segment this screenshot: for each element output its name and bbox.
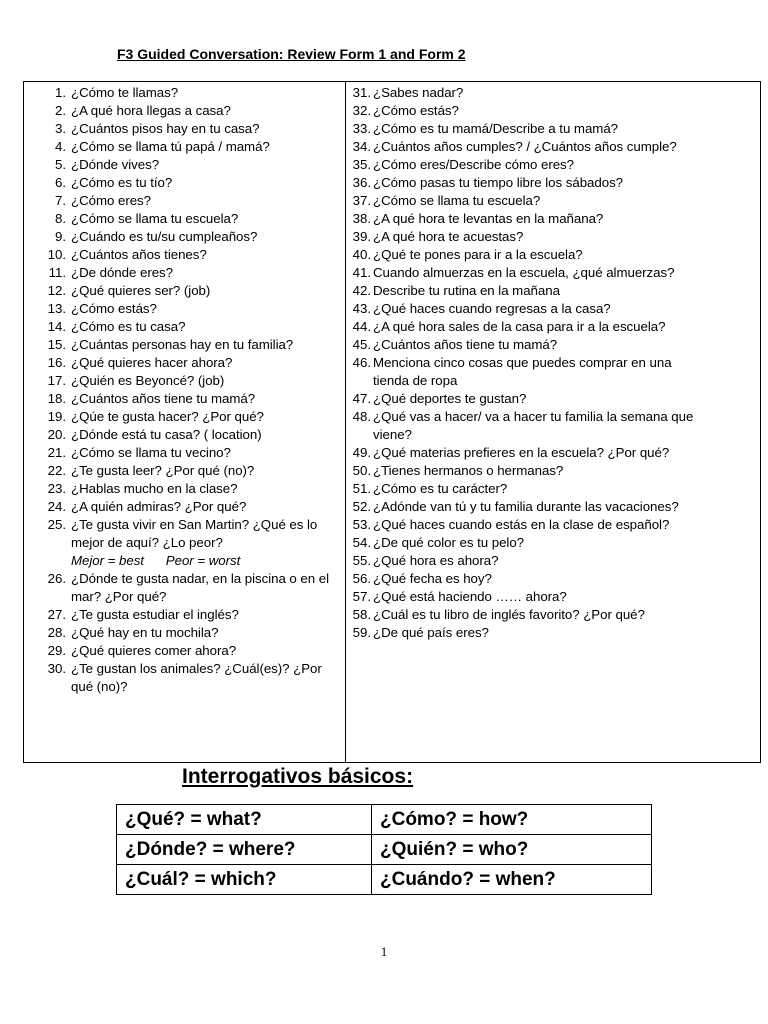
question-text: ¿Cómo se llama tú papá / mamá? bbox=[71, 139, 270, 154]
column-divider bbox=[345, 81, 346, 763]
question-item bbox=[349, 102, 711, 120]
question-item bbox=[30, 624, 342, 642]
question-item bbox=[349, 210, 711, 228]
question-number: 45. bbox=[352, 337, 371, 352]
table-cell: ¿Dónde? = where? bbox=[117, 835, 372, 865]
question-number: 25. bbox=[47, 517, 66, 532]
question-number: 54. bbox=[352, 535, 371, 550]
question-number: 13. bbox=[47, 301, 66, 316]
question-item bbox=[349, 138, 711, 156]
question-text: ¿Cómo eres/Describe cómo eres? bbox=[373, 157, 574, 172]
question-number: 29. bbox=[47, 643, 66, 658]
question-item bbox=[349, 390, 711, 408]
question-text: ¿Qué deportes te gustan? bbox=[373, 391, 527, 406]
question-item bbox=[349, 570, 711, 588]
question-text: ¿Hablas mucho en la clase? bbox=[71, 481, 238, 496]
question-item bbox=[349, 282, 711, 300]
question-item bbox=[30, 138, 342, 156]
table-cell: ¿Qué? = what? bbox=[117, 805, 372, 835]
question-item bbox=[349, 480, 711, 498]
table-row bbox=[117, 865, 652, 895]
question-number: 28. bbox=[47, 625, 66, 640]
question-text: ¿De qué color es tu pelo? bbox=[373, 535, 525, 550]
question-number: 40. bbox=[352, 247, 371, 262]
question-number: 14. bbox=[47, 319, 66, 334]
question-item bbox=[349, 192, 711, 210]
question-text: ¿Qué quieres comer ahora? bbox=[71, 643, 237, 658]
question-text-block bbox=[71, 516, 342, 570]
question-number: 27. bbox=[47, 607, 66, 622]
question-text: ¿Te gustan los animales? ¿Cuál(es)? ¿Por qué (no)? bbox=[71, 661, 322, 694]
question-text: ¿Qué está haciendo …… ahora? bbox=[373, 589, 567, 604]
question-item bbox=[30, 372, 342, 390]
question-item bbox=[30, 246, 342, 264]
question-item bbox=[30, 228, 342, 246]
question-item bbox=[349, 228, 711, 246]
question-item bbox=[349, 606, 711, 624]
question-text: ¿De qué país eres? bbox=[373, 625, 489, 640]
question-item bbox=[30, 390, 342, 408]
question-text: ¿A qué hora sales de la casa para ir a la escuela? bbox=[373, 319, 666, 334]
question-text: ¿Te gusta vivir en San Martin? ¿Qué es lo mejor de aquí? ¿Lo peor? bbox=[71, 517, 318, 550]
question-text: ¿Qué materias prefieres en la escuela? ¿Por qué? bbox=[373, 445, 670, 460]
question-number: 43. bbox=[352, 301, 371, 316]
question-text: ¿Te gusta leer? ¿Por qué (no)? bbox=[71, 463, 255, 478]
questions-column-left bbox=[30, 84, 342, 696]
question-text: ¿Cuántos años tiene tu mamá? bbox=[71, 391, 256, 406]
question-number: 18. bbox=[47, 391, 66, 406]
question-number: 17. bbox=[47, 373, 66, 388]
table-row bbox=[117, 805, 652, 835]
question-text: ¿Cuántos años tienes? bbox=[71, 247, 207, 262]
question-text: ¿Cómo se llama tu vecino? bbox=[71, 445, 231, 460]
question-item bbox=[30, 408, 342, 426]
question-text: ¿Sabes nadar? bbox=[373, 85, 464, 100]
question-number: 22. bbox=[47, 463, 66, 478]
question-text: ¿A qué hora te acuestas? bbox=[373, 229, 524, 244]
table-row bbox=[117, 835, 652, 865]
question-item bbox=[349, 588, 711, 606]
question-text: ¿Qué te pones para ir a la escuela? bbox=[373, 247, 583, 262]
question-item bbox=[30, 354, 342, 372]
question-number: 35. bbox=[352, 157, 371, 172]
question-item bbox=[349, 318, 711, 336]
question-item bbox=[349, 498, 711, 516]
question-number: 50. bbox=[352, 463, 371, 478]
question-text: ¿Qué vas a hacer/ va a hacer tu familia la semana que viene? bbox=[373, 409, 694, 442]
question-text: ¿Cómo es tu carácter? bbox=[373, 481, 508, 496]
question-number: 11. bbox=[48, 265, 66, 280]
question-number: 41. bbox=[352, 265, 371, 280]
question-number: 30. bbox=[47, 661, 66, 676]
question-text: ¿Cómo estás? bbox=[71, 301, 157, 316]
question-item bbox=[349, 408, 711, 444]
question-item bbox=[30, 102, 342, 120]
question-text: ¿Qué haces cuando regresas a la casa? bbox=[373, 301, 611, 316]
question-number: 21. bbox=[47, 445, 66, 460]
question-item bbox=[349, 246, 711, 264]
table-cell: ¿Cuál? = which? bbox=[117, 865, 372, 895]
question-item bbox=[349, 336, 711, 354]
question-text: Describe tu rutina en la mañana bbox=[373, 283, 560, 298]
question-item bbox=[30, 336, 342, 354]
questions-column-right bbox=[349, 84, 711, 642]
question-text: ¿Qué hay en tu mochila? bbox=[71, 625, 219, 640]
question-number: 2. bbox=[55, 103, 66, 118]
question-text: ¿Dónde está tu casa? ( location) bbox=[71, 427, 262, 442]
question-item bbox=[349, 444, 711, 462]
page-title: F3 Guided Conversation: Review Form 1 and Form 2 bbox=[117, 46, 466, 62]
question-text: ¿Cuándo es tu/su cumpleaños? bbox=[71, 229, 258, 244]
question-number: 15. bbox=[47, 337, 66, 352]
question-number: 48. bbox=[352, 409, 371, 424]
question-text: ¿Cómo se llama tu escuela? bbox=[71, 211, 239, 226]
question-number: 46. bbox=[352, 355, 371, 370]
question-item bbox=[349, 462, 711, 480]
question-text: ¿Quién es Beyoncé? (job) bbox=[71, 373, 225, 388]
question-number: 20. bbox=[47, 427, 66, 442]
question-number: 36. bbox=[352, 175, 371, 190]
question-item bbox=[349, 624, 711, 642]
question-item bbox=[349, 534, 711, 552]
question-text: ¿Cómo eres? bbox=[71, 193, 151, 208]
question-text: ¿Cómo es tu tío? bbox=[71, 175, 173, 190]
question-number: 37. bbox=[352, 193, 371, 208]
question-item bbox=[30, 174, 342, 192]
question-item bbox=[30, 462, 342, 480]
question-number: 55. bbox=[352, 553, 371, 568]
question-text: ¿Cuántos años cumples? / ¿Cuántos años cumple? bbox=[373, 139, 677, 154]
question-item bbox=[30, 192, 342, 210]
question-number: 57. bbox=[352, 589, 371, 604]
question-text: ¿Cómo es tu mamá/Describe a tu mamá? bbox=[373, 121, 619, 136]
question-number: 59. bbox=[352, 625, 371, 640]
question-text: ¿Qué quieres hacer ahora? bbox=[71, 355, 233, 370]
question-text: ¿A qué hora llegas a casa? bbox=[71, 103, 231, 118]
question-text: ¿A quién admiras? ¿Por qué? bbox=[71, 499, 247, 514]
question-text: ¿Cuántas personas hay en tu familia? bbox=[71, 337, 294, 352]
table-cell: ¿Quién? = who? bbox=[372, 835, 652, 865]
question-number: 23. bbox=[47, 481, 66, 496]
question-item bbox=[349, 354, 711, 390]
question-text: ¿Cuántos pisos hay en tu casa? bbox=[71, 121, 260, 136]
question-number: 47. bbox=[352, 391, 371, 406]
question-number: 16. bbox=[47, 355, 66, 370]
question-text: ¿Cómo es tu casa? bbox=[71, 319, 186, 334]
question-item bbox=[349, 120, 711, 138]
question-number: 32. bbox=[352, 103, 371, 118]
question-text: ¿Qué quieres ser? (job) bbox=[71, 283, 211, 298]
question-text: ¿Cuántos años tiene tu mamá? bbox=[373, 337, 558, 352]
question-item bbox=[30, 480, 342, 498]
question-number: 39. bbox=[352, 229, 371, 244]
question-number: 1. bbox=[55, 85, 66, 100]
question-number: 5. bbox=[55, 157, 66, 172]
question-number: 42. bbox=[352, 283, 371, 298]
page-number: 1 bbox=[380, 944, 388, 959]
question-item bbox=[30, 516, 342, 570]
question-number: 58. bbox=[352, 607, 371, 622]
question-number: 7. bbox=[55, 193, 66, 208]
question-item bbox=[30, 84, 342, 102]
table-cell: ¿Cómo? = how? bbox=[372, 805, 652, 835]
question-item bbox=[349, 264, 711, 282]
question-text: ¿A qué hora te levantas en la mañana? bbox=[373, 211, 604, 226]
question-item bbox=[349, 516, 711, 534]
question-text: ¿Adónde van tú y tu familia durante las vacaciones? bbox=[373, 499, 679, 514]
question-item bbox=[30, 660, 342, 696]
question-number: 19. bbox=[47, 409, 66, 424]
question-number: 51. bbox=[352, 481, 371, 496]
question-text: ¿Dónde vives? bbox=[71, 157, 160, 172]
question-number: 3. bbox=[55, 121, 66, 136]
question-number: 56. bbox=[352, 571, 371, 586]
question-item bbox=[30, 426, 342, 444]
question-text: ¿Qué haces cuando estás en la clase de español? bbox=[373, 517, 670, 532]
question-item bbox=[349, 84, 711, 102]
question-item bbox=[30, 300, 342, 318]
question-item bbox=[349, 300, 711, 318]
question-item bbox=[30, 264, 342, 282]
question-text: ¿Qué fecha es hoy? bbox=[373, 571, 492, 586]
question-text: ¿Te gusta estudiar el inglés? bbox=[71, 607, 239, 622]
question-item bbox=[30, 444, 342, 462]
question-item bbox=[349, 156, 711, 174]
question-note: Mejor = best Peor = worst bbox=[71, 553, 241, 568]
question-item bbox=[30, 156, 342, 174]
question-number: 53. bbox=[352, 517, 371, 532]
question-number: 4. bbox=[55, 139, 66, 154]
question-number: 38. bbox=[352, 211, 371, 226]
question-number: 33. bbox=[352, 121, 371, 136]
question-item bbox=[30, 282, 342, 300]
question-text: ¿Dónde te gusta nadar, en la piscina o en el mar? ¿Por qué? bbox=[71, 571, 330, 604]
question-item bbox=[30, 570, 342, 606]
question-item bbox=[30, 642, 342, 660]
question-text: ¿Cómo te llamas? bbox=[71, 85, 179, 100]
question-number: 8. bbox=[55, 211, 66, 226]
question-text: ¿Cómo estás? bbox=[373, 103, 459, 118]
question-item bbox=[349, 174, 711, 192]
question-text: ¿Cómo se llama tu escuela? bbox=[373, 193, 541, 208]
question-number: 12. bbox=[47, 283, 66, 298]
question-item bbox=[30, 120, 342, 138]
question-text: ¿Tienes hermanos o hermanas? bbox=[373, 463, 564, 478]
question-item bbox=[30, 210, 342, 228]
question-number: 44. bbox=[352, 319, 371, 334]
question-number: 31. bbox=[352, 85, 371, 100]
question-number: 26. bbox=[47, 571, 66, 586]
question-text: Cuando almuerzas en la escuela, ¿qué almuerzas? bbox=[373, 265, 675, 280]
question-item bbox=[349, 552, 711, 570]
table-cell: ¿Cuándo? = when? bbox=[372, 865, 652, 895]
question-item bbox=[30, 318, 342, 336]
question-item bbox=[30, 606, 342, 624]
question-text: ¿Qúe te gusta hacer? ¿Por qué? bbox=[71, 409, 264, 424]
interrogatives-table bbox=[116, 804, 652, 895]
question-number: 6. bbox=[55, 175, 66, 190]
question-number: 10. bbox=[47, 247, 66, 262]
question-item bbox=[30, 498, 342, 516]
question-number: 34. bbox=[352, 139, 371, 154]
question-number: 49. bbox=[352, 445, 371, 460]
interrogatives-title: Interrogativos básicos: bbox=[182, 765, 414, 788]
question-text: Menciona cinco cosas que puedes comprar en una tienda de ropa bbox=[373, 355, 672, 388]
question-text: ¿Qué hora es ahora? bbox=[373, 553, 499, 568]
question-number: 9. bbox=[55, 229, 66, 244]
question-number: 24. bbox=[47, 499, 66, 514]
question-text: ¿Cómo pasas tu tiempo libre los sábados? bbox=[373, 175, 624, 190]
question-text: ¿Cuál es tu libro de inglés favorito? ¿Por qué? bbox=[373, 607, 645, 622]
question-number: 52. bbox=[352, 499, 371, 514]
question-text: ¿De dónde eres? bbox=[71, 265, 173, 280]
